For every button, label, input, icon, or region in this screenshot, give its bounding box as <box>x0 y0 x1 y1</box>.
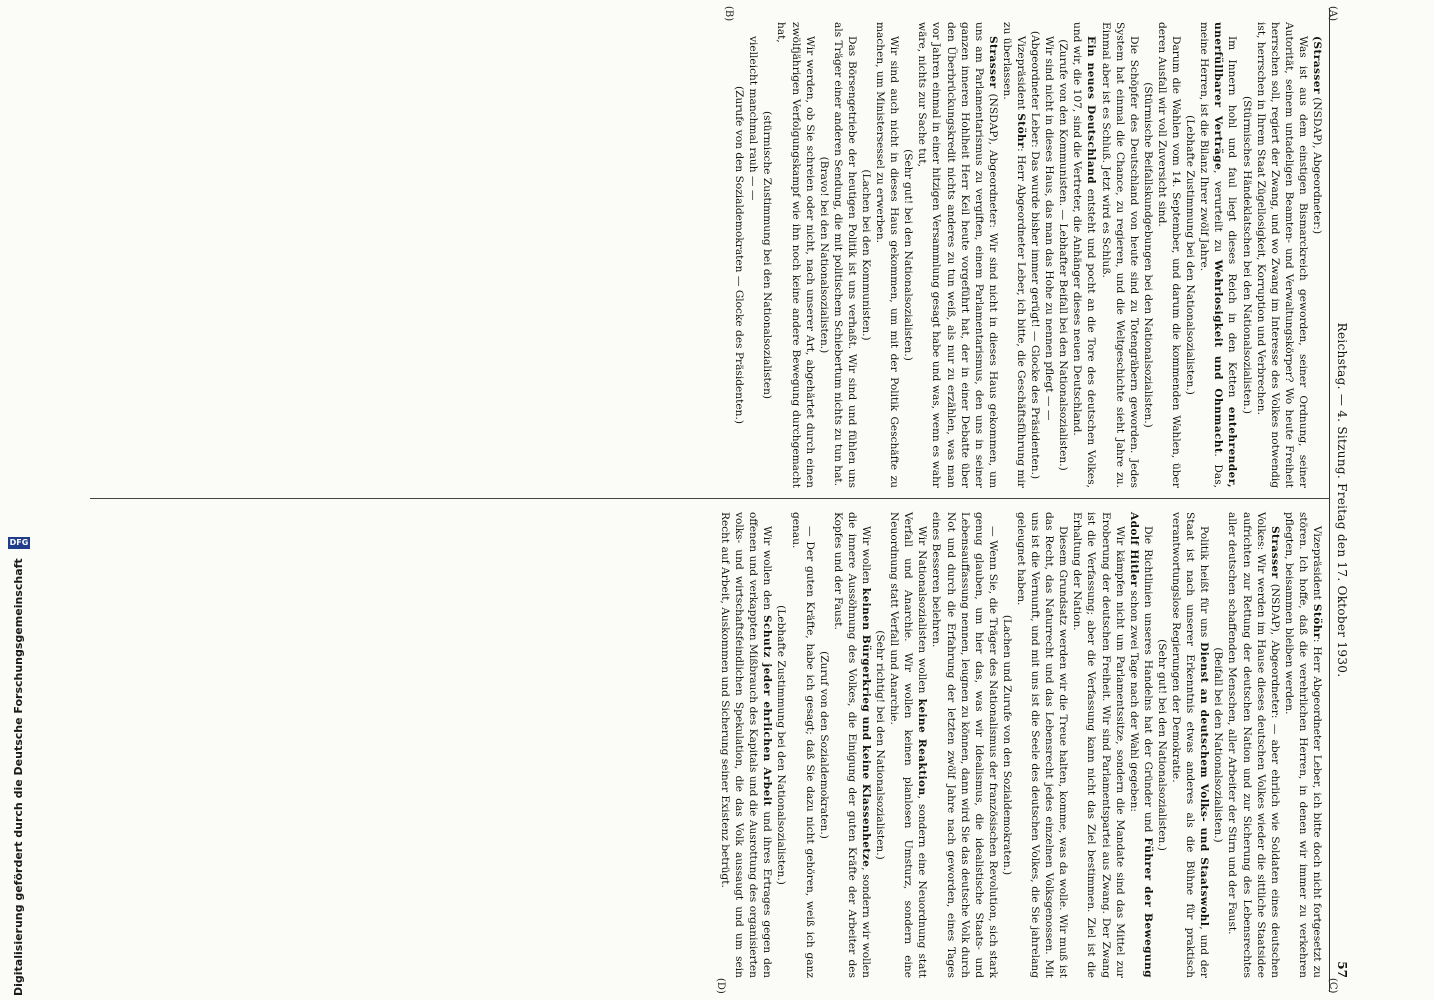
paragraph: Strasser (NSDAP), Abgeordneter: Wir sind nicht in dieses Haus gekommen, um uns am Parlamentarismus zu vergiften, einem Parlamentarismus, den uns in seiner ganzen inneren Hohlheit Herr Keil heute vorgeführt hat, der in einer Debatte über den Überbrückungskredit nichts anderes zu tun weiß, als nur zu erzählen, was man vor Jahren einmal in einer hitzigen Versammlung gesagt habe und was, wenn es wahr wäre, nichts zur Sache tut, <box>916 22 999 488</box>
paragraph: vielleicht manchmal rauh — — <box>747 36 760 201</box>
page-number: 57 <box>1335 961 1349 978</box>
stage-direction: (Zurufe von den Kommunisten. — Lebhafter Beifall bei den Nationalsozialisten.) <box>1057 39 1070 471</box>
stage-direction: (Lebhafte Zustimmung bei den Nationalsozialisten.) <box>1184 115 1197 395</box>
left-text-column <box>732 22 1324 488</box>
stage-direction: (Stürmische Beifallskundgebungen bei den Nationalsozialisten.) <box>1141 82 1154 428</box>
paragraph: Wir werden, ob Sie schreien oder nicht, nach unserer Art, abgehärtet durch einen zwölfjährigen Verfolgungskampf wie ihn noch keine andere Bewegung durchgemacht hat, <box>775 22 816 488</box>
stage-direction: (Beifall bei den Nationalsozialisten.) <box>1212 647 1225 843</box>
stage-direction: (Zurufe von den Sozialdemokraten — Glocke des Präsidenten.) <box>733 86 746 424</box>
paragraph: Was ist aus dem einstigen Bismarckreich geworden, seiner Ordnung, seiner Autorität, seinem untadeligen Beamten- und Verwaltungskörper? Wo heute Freiheit herrschen soll, regiert der Zwang, und wo Zwang im Interesse des Volkes notwendig ist, herrschen in Ihrem Staat Zügellosigkeit, Korruption und Verbrechen. <box>1254 22 1309 488</box>
margin-letter-a: (A) <box>1327 6 1338 22</box>
paragraph: Vizepräsident Stöhr: Herr Abgeordneter Leber, ich bitte doch nicht fortgesetzt zu stören. Ich hoffe, daß die verehrlichen Herren, in denen wir immer zu verkehren pflegten, beisammen bleiben werden. <box>1282 512 1323 979</box>
paragraph: Strasser (NSDAP), Abgeordneter: — aber ehrlich wie Soldaten eines deutschen Volkes: Wir werden im Hause dieses deutschen Volkes wieder die sittliche Staatsidee aufrichten zur Rettung der deutschen Nation und zur Sicherung des Lebensrechtes aller deutschen schaffenden Menschen, aller Arbeiter der Stirn und der Faust. <box>1226 512 1281 978</box>
stage-direction: (Lebhafte Zustimmung bei den Nationalsozialisten.) <box>775 605 788 885</box>
paragraph: Im Innern hohl und faul liegt dieses Reich in den Ketten entehrender, unerfüllbarer Verträge, verurteilt zu Wehrlosigkeit und Ohnmacht. Das, meine Herren, ist die Bilanz Ihrer zwölf Jahre. <box>1198 22 1239 488</box>
column-divider <box>90 498 1330 499</box>
paragraph: Wir sind auch nicht in dieses Haus gekommen, um mit der Politik Geschäfte zu machen, um Ministersessel zu erwerben. <box>874 22 901 488</box>
paragraph: Wir kämpfen nicht um Parlamentssitze, sondern die Mandate sind das Mittel zur Eroberung der deutschen Freiheit. Wir sind Parlamentspartei aus Zwang. Der Zwang ist die Verfassung; aber die Verfassung kann nicht das Ziel bestimmen. Ziel ist die Erhaltung der Nation. <box>1071 512 1126 978</box>
margin-letter-c: (C) <box>1327 978 1338 994</box>
paragraph: Wir wollen den Schutz jeder ehrlichen Arbeit und ihres Ertrages gegen den offenen und verkappten Mißbrauch des Kapitals und die Ausrottung des organisierten volks- und wirtschaftsfeindlichen Spekulation, die das Volk aussaugt und um sein Recht auf Arbeit, Auskommen und Sicherung seiner Existenz betrügt. <box>719 512 774 979</box>
paragraph: Vizepräsident Stöhr: Herr Abgeordneter Leber, ich bitte, die Geschäftsführung mir zu überlassen. <box>1000 22 1028 488</box>
credit-text: Digitalisierung gefördert durch die Deutsche Forschungsgemeinschaft <box>12 558 25 996</box>
stage-direction: (Abgeordneter Leber: Das wurde bisher immer gerügt! — Glocke des Präsidenten.) <box>1029 30 1042 480</box>
paragraph: Wir sind nicht in dieses Haus, das man das Hohe zu nennen pflegt — — <box>1043 36 1056 421</box>
paragraph: Diesem Grundsatz werden wir die Treue halten, komme, was da wolle. Wir muß ist das Recht, das Naturrecht und das Lebensrecht jedes einzelnen Volksgenossen. Mit uns ist die Vernunft, und mit uns ist die Seele des deutschen Volkes, die Sie jahrelang geleugnet haben. <box>1015 512 1070 978</box>
paragraph: — Wenn Sie, die Träger des Nationalismus der französischen Revolution, sich stark genug glauben, um hier das, was wir Idealismus, die idealistische Staats- und Lebensauffassung nennen, leugnen zu können, dann wird Sie das deutsche Volk durch Not und durch die Erfahrung der letzten zwölf Jahre nach geworden, eines Tages eines Besseren belehren. <box>930 512 999 978</box>
paragraph: (Strasser (NSDAP), Abgeordneter:) <box>1311 36 1323 235</box>
paragraph: Die Richtlinien unseres Handelns hat der Gründer und Führer der Bewegung Adolf Hitler schon zwei Tage nach der Wahl gegeben: <box>1127 512 1154 978</box>
paragraph: Wir wollen keinen Bürgerkrieg und keine Klassenhetze, sondern wir wollen die innere Aussöhnung des Volkes, die Einigung der guten Kräfte der Arbeiter des Kopfes und der Faust. <box>831 512 872 978</box>
right-text-column <box>718 512 1324 978</box>
page-header <box>1332 0 1352 1000</box>
stage-direction: (stürmische Zustimmung bei den Nationalsozialisten) <box>761 110 774 400</box>
stage-direction: (Lachen bei den Kommunisten.) <box>860 169 872 341</box>
margin-letter-b: (B) <box>723 6 734 22</box>
stage-direction: (Sehr gut! bei den Nationalsozialisten.) <box>1155 639 1168 851</box>
dfg-logo-icon: DFG <box>9 538 29 548</box>
stage-direction: (Zuruf von den Sozialdemokraten.) <box>817 651 830 839</box>
paragraph: Politik heißt für uns Dienst an deutschem Volks- und Staatswohl, und der Staat ist nach unserer Erkenntnis etwas anderes als die Bühne für praktisch verantwortungslose Regierungen der Demokratie. <box>1170 512 1211 978</box>
stage-direction: (Sehr gut! bei den Nationalsozialisten.) <box>902 149 915 361</box>
paragraph: Das Börsengetriebe der heutigen Politik ist uns verhaßt. Wir sind und fühlen uns als Träger einer anderen Sendung, die mit politischem Schiebertum nichts zu tun hat. <box>831 22 858 488</box>
paragraph: Die Schöpfer des Deutschland von heute sind zu Totengräbern geworden. Jedes System hat einmal die Chance, zu regieren, und die Weltgeschichte sieht Jahre zu. Einmal aber ist es Schluß. Jetzt wird es Schluß. <box>1099 22 1140 488</box>
stage-direction: (Lachen und Zurufe von den Sozialdemokraten.) <box>1000 614 1013 876</box>
stage-direction: (Bravo! bei den Nationalsozialisten.) <box>817 156 830 354</box>
margin-letter-d: (D) <box>715 978 726 994</box>
digitization-credit <box>9 532 29 996</box>
header-rule <box>1329 8 1330 992</box>
page-running-title: Reichstag. — 4. Sitzung. Freitag den 17. Oktober 1930. <box>1335 322 1349 678</box>
paragraph: Darum die Wahlen vom 14. September, und darum die kommenden Wahlen, über deren Ausfall wir voll Zuversicht sind. <box>1155 22 1183 488</box>
paragraph: Ein neues Deutschland entsteht und pocht an die Tore des deutschen Volkes, und wir, die 107, sind die Vertreter, die Anhänger dieses neuen Deutschland. <box>1071 22 1098 488</box>
paragraph: Wir Nationalsozialisten wollen keine Reaktion, sondern eine Neuordnung statt Verfall und Anarchie. Wir wollen keinen planlosen Umsturz, sondern eine Neuordnung statt Verfall und Anarchie. <box>888 512 929 978</box>
stage-direction: (Stürmisches Händeklatschen bei den Nationalsozialisten.) <box>1240 95 1253 415</box>
stage-direction: (Sehr richtig! bei den Nationalsozialisten.) <box>874 630 887 860</box>
paragraph: — Der guten Kräfte, habe ich gesagt; daß Sie dazu nicht gehören, weiß ich ganz genau. <box>789 512 816 978</box>
